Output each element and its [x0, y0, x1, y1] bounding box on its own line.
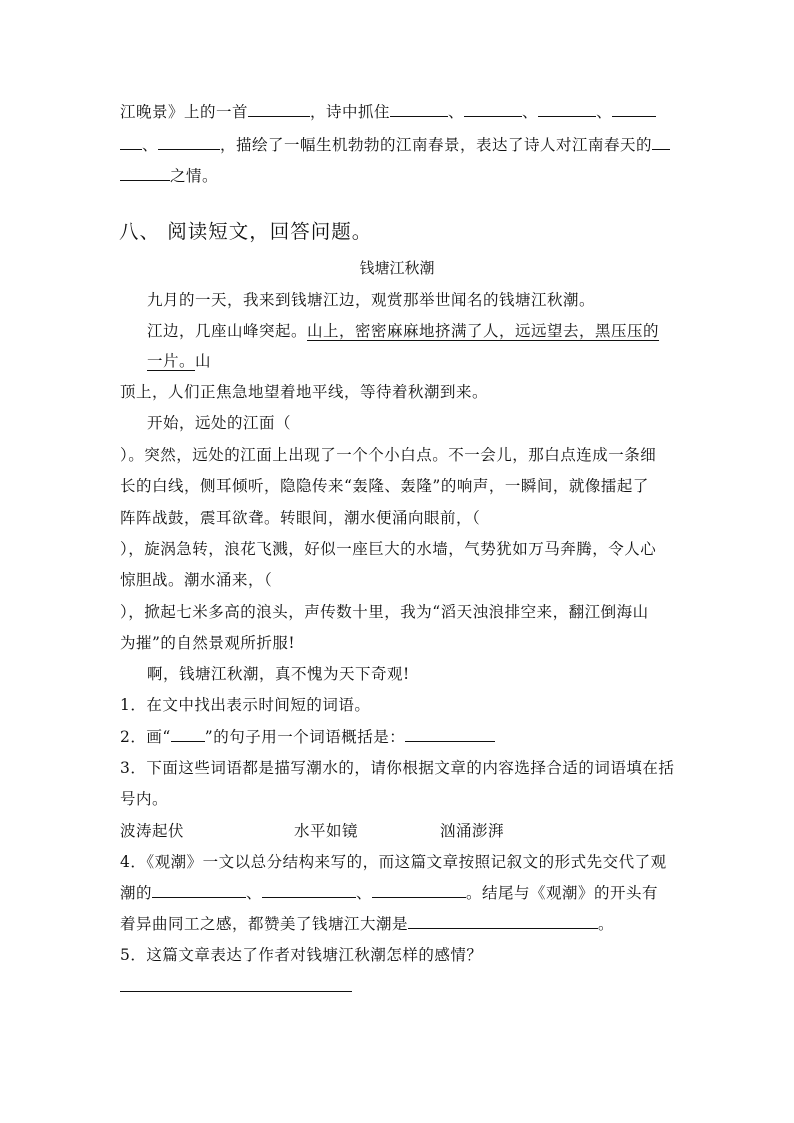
- paragraph-2-line-3: 顶上，人们正焦急地望着地平线，等待着秋潮到来。: [120, 383, 489, 401]
- answer-blank[interactable]: [405, 727, 495, 742]
- underline-sample: [171, 727, 205, 742]
- text: ，描绘了一幅生机勃勃的江南春景，表达了诗人对江南春天的: [220, 136, 653, 154]
- question-4-line-3: [120, 914, 614, 934]
- fill-blank[interactable]: [538, 102, 596, 117]
- paragraph-3-line-7: ），掀起七米多高的浪头，声传数十里，我为“滔天浊浪排空来，翻江倒海山: [120, 603, 649, 621]
- question-4-line-1: 4．《观潮》一文以总分结构来写的，而这篇文章按照记叙文的形式先交代了观: [120, 853, 667, 871]
- paragraph-3-line-8: 为摧”的自然景观所折服!: [120, 634, 296, 652]
- question-3-line-2: 号内。: [120, 790, 169, 808]
- text: 江边，几座山峰突起。: [147, 322, 308, 340]
- underlined-sentence: 山上，密密麻麻地挤满了人，远远望去，黑压压的: [307, 322, 660, 340]
- text: 、: [522, 103, 539, 121]
- paragraph-3-line-3: 长的白线，侧耳倾听，隐隐传来“轰隆、轰隆”的响声，一瞬间，就像擂起了: [120, 477, 649, 495]
- poem-line-3: [120, 166, 218, 186]
- question-2: [120, 727, 495, 747]
- poem-line-1: [120, 102, 656, 122]
- answer-line[interactable]: [120, 991, 352, 992]
- fill-blank[interactable]: [120, 166, 170, 181]
- fill-blank[interactable]: [248, 102, 310, 117]
- article-title: 钱塘江秋潮: [359, 259, 435, 277]
- fill-blank[interactable]: [120, 135, 142, 150]
- paragraph-3-line-2: ）。突然，远处的江面上出现了一个个小白点。不一会儿，那白点连成一条细: [120, 446, 657, 464]
- answer-blank[interactable]: [152, 883, 246, 898]
- text: 山: [195, 352, 212, 370]
- fill-blank[interactable]: [390, 102, 448, 117]
- text: ，诗中抓住: [310, 103, 391, 121]
- fill-blank[interactable]: [464, 102, 522, 117]
- text: 、: [356, 884, 373, 902]
- text: 。: [598, 915, 615, 933]
- question-1: 1．在文中找出表示时间短的词语。: [120, 696, 371, 714]
- fill-blank[interactable]: [612, 102, 656, 117]
- paragraph-2-line-2: [147, 351, 211, 371]
- paragraph-3-line-4: 阵阵战鼓，震耳欲聋。转眼间，潮水便涌向眼前，（: [120, 509, 481, 527]
- text: 之情。: [170, 167, 219, 185]
- paragraph-3-line-6: 惊胆战。潮水涌来，（: [120, 571, 273, 589]
- section-heading: 八、 阅读短文，回答问题。: [119, 220, 373, 243]
- fill-blank[interactable]: [158, 135, 220, 150]
- paragraph-1: 九月的一天，我来到钱塘江边，观赏那举世闻名的钱塘江秋潮。: [147, 291, 596, 309]
- paragraph-4: 啊，钱塘江秋潮，真不愧为天下奇观!: [147, 665, 410, 683]
- text: 2．画“: [120, 728, 171, 746]
- underlined-sentence-end: 一片。: [147, 352, 196, 370]
- word-option-1: 波涛起伏: [120, 822, 185, 840]
- text: 江晚景》上的一首: [120, 103, 249, 121]
- fill-blank[interactable]: [652, 135, 670, 150]
- paragraph-3-line-5: ），旋涡急转，浪花飞溅，好似一座巨大的水墙，气势犹如万马奔腾，令人心: [120, 540, 657, 558]
- answer-blank[interactable]: [408, 914, 598, 929]
- text: ”的句子用一个词语概括是：: [204, 728, 406, 746]
- word-option-2: 水平如镜: [294, 822, 359, 840]
- text: 、: [596, 103, 613, 121]
- paragraph-2-line-1: [147, 321, 659, 341]
- text: 。结尾与《观潮》的开头有: [466, 884, 659, 902]
- text: 、: [142, 136, 159, 154]
- word-option-3: 汹涌澎湃: [440, 822, 505, 840]
- paragraph-3-line-1: 开始，远处的江面（: [147, 414, 292, 432]
- poem-line-2: [120, 135, 670, 155]
- answer-blank[interactable]: [372, 883, 466, 898]
- text: 着异曲同工之感，都赞美了钱塘江大潮是: [120, 915, 409, 933]
- question-3-line-1: 3．下面这些词语都是描写潮水的，请你根据文章的内容选择合适的词语填在括: [120, 759, 675, 777]
- answer-blank[interactable]: [262, 883, 356, 898]
- text: 、: [448, 103, 465, 121]
- text: 潮的: [120, 884, 153, 902]
- question-5: 5．这篇文章表达了作者对钱塘江秋潮怎样的感情？: [120, 946, 483, 964]
- text: 、: [246, 884, 263, 902]
- question-4-line-2: [120, 883, 658, 903]
